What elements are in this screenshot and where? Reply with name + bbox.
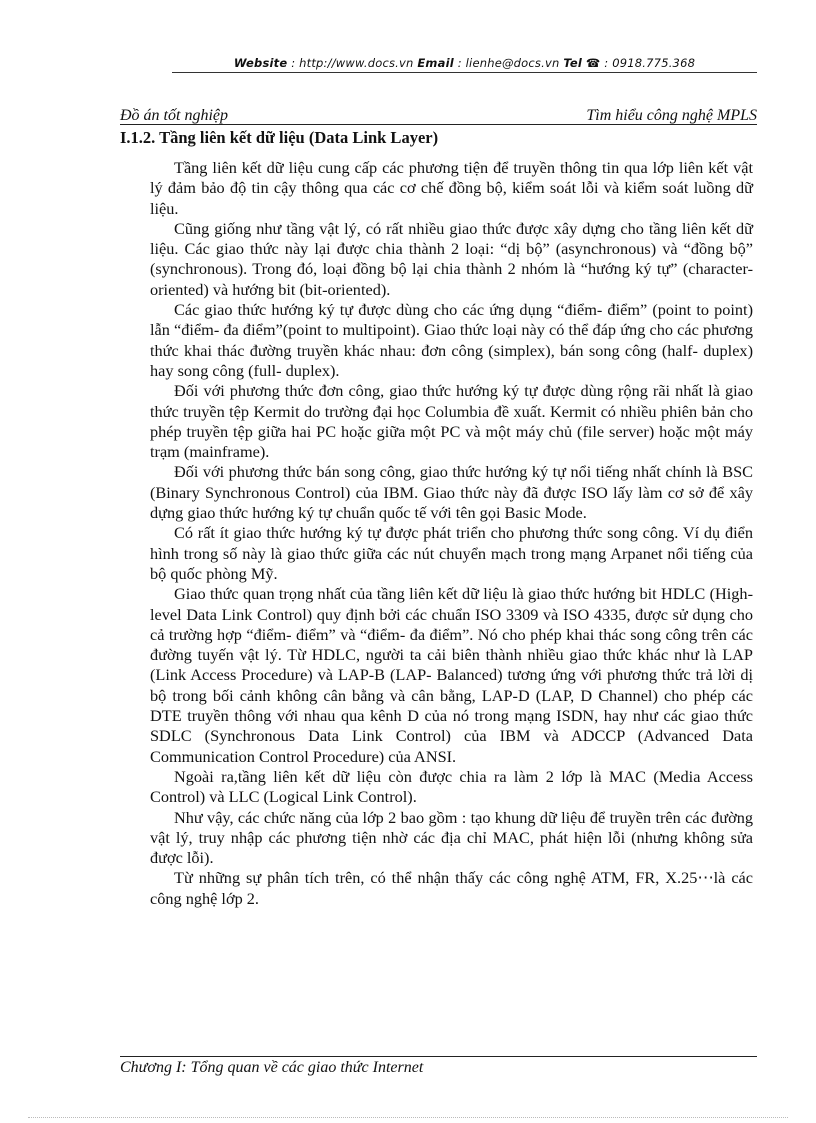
page-bottom-border [28,1117,788,1118]
paragraph: Từ những sự phân tích trên, có thể nhận thấy các công nghệ ATM, FR, X.25⋯là các công nghệ lớp 2. [150,868,753,908]
phone-icon-separator: ☎ : [582,56,613,70]
website-separator: : [287,56,300,70]
paragraph: Các giao thức hướng ký tự được dùng cho các ứng dụng “điểm- điểm” (point to point) lẫn “điểm- đa điểm”(point to multipoint). Giao thức loại này có thể đáp ứng cho các phương thức khai thác đường truyền khác nhau: đơn công (simplex), bán song công (half- duplex) hay song công (full- duplex). [150,300,753,380]
paragraph: Tầng liên kết dữ liệu cung cấp các phương tiện để truyền thông tin qua lớp liên kết vật lý đảm bảo độ tin cậy thông qua các cơ chế đồng bộ, kiểm soát lỗi và kiểm soát luồng dữ liệu. [150,158,753,218]
chapter-footer: Chương I: Tổng quan về các giao thức Internet [120,1059,424,1076]
header-left-title: Đồ án tốt nghiệp [120,107,228,124]
body-text [150,158,753,909]
website-label: Website [233,56,288,70]
paragraph: Giao thức quan trọng nhất của tầng liên kết dữ liệu là giao thức hướng bit HDLC (High- level Data Link Control) quy định bởi các chuẩn ISO 3309 và ISO 4335, được sử dụng cho cả trường hợp “điểm- điểm” và “điểm- đa điểm”. Nó cho phép khai thác song công trên các đường tuyến vật lý. Từ HDLC, người ta cải biên thành nhiều giao thức khác như là LAP (Link Access Procedure) và LAP-B (LAP- Balanced) tương ứng với phương thức trả lời dị bộ trong bối cảnh không cân bằng và cân bằng, LAP-D (LAP, D Channel) cho phép các DTE truyền thông với nhau qua kênh D của nó trong mạng ISDN, hay như các giao thức SDLC (Synchronous Data Link Control) của IBM và ADCCP (Advanced Data Communication Control Procedure) của ANSI. [150,584,753,766]
email-separator: : [453,56,466,70]
paragraph: Có rất ít giao thức hướng ký tự được phát triển cho phương thức song công. Ví dụ điển hình trong số này là giao thức giữa các nút chuyển mạch trong mạng Arpanet nổi tiếng của bộ quốc phòng Mỹ. [150,523,753,583]
header-right-title: Tìm hiểu công nghệ MPLS [586,107,757,124]
paragraph: Ngoài ra,tầng liên kết dữ liệu còn được chia ra làm 2 lớp là MAC (Media Access Control) và LLC (Logical Link Control). [150,766,753,807]
paragraph: Đối với phương thức bán song công, giao thức hướng ký tự nổi tiếng nhất chính là BSC (Binary Synchronous Control) của IBM. Giao thức này đã được ISO lấy làm cơ sở để xây dựng giao thức hướng ký tự chuẩn quốc tế với tên gọi Basic Mode. [150,462,753,523]
section-heading: I.1.2. Tầng liên kết dữ liệu (Data Link Layer) [120,128,439,147]
tel-number: 0918.775.368 [612,56,696,70]
paragraph: Cũng giống như tầng vật lý, có rất nhiều giao thức được xây dựng cho tầng liên kết dữ liệu. Các giao thức này lại được chia thành 2 loại: “dị bộ” (asynchronous) và “đồng bộ” (synchronous). Trong đó, loại đồng bộ lại chia thành 2 nhóm là “hướng ký tự” (character- oriented) và hướng bit (bit-oriented). [150,218,753,299]
header-divider [120,124,757,125]
email-label: Email [417,56,454,70]
email-address[interactable]: lienhe@docs.vn [465,56,560,70]
website-divider [172,72,757,73]
tel-label: Tel [563,56,583,70]
footer-divider [120,1056,757,1057]
website-contact-bar [172,56,757,70]
paragraph: Như vậy, các chức năng của lớp 2 bao gồm : tạo khung dữ liệu để truyền trên các đường vật lý, truy nhập các phương tiện nhờ các địa chỉ MAC, phát hiện lỗi (nhưng không sửa được lỗi). [150,807,753,868]
website-url[interactable]: http://www.docs.vn [299,56,414,70]
paragraph: Đối với phương thức đơn công, giao thức hướng ký tự được dùng rộng rãi nhất là giao thức truyền tệp Kermit do trường đại học Columbia đề xuất. Kermit có nhiều phiên bản cho phép truyền tệp giữa hai PC hoặc giữa một PC và một máy chủ (file server) hoặc một máy trạm (mainframe). [150,381,753,462]
